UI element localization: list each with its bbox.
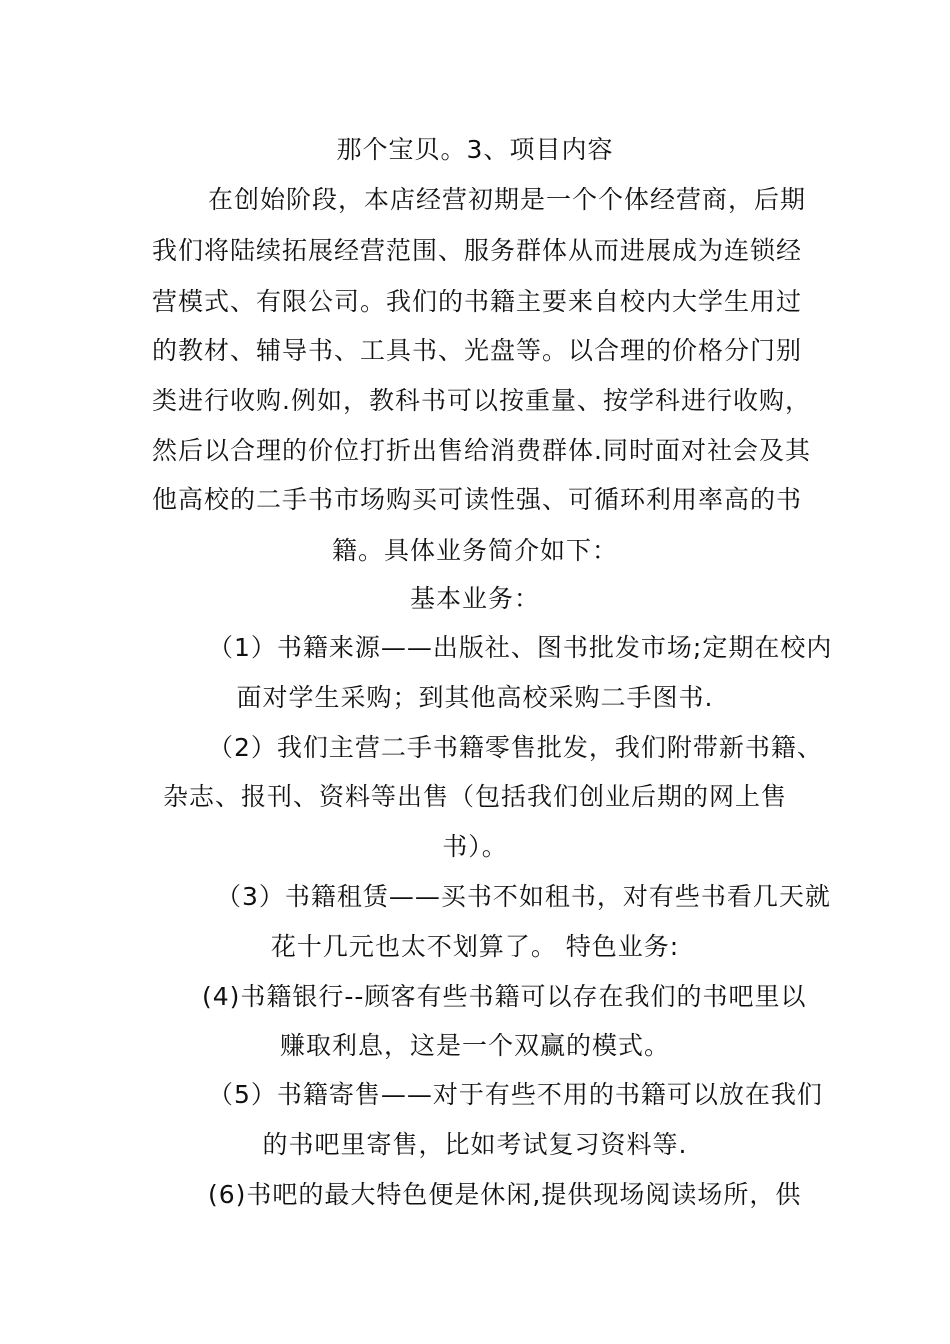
text-line: 他高校的二手书市场购买可读性强、可循环利用率高的书: [152, 485, 803, 514]
text-line: 我们将陆续拓展经营范围、服务群体从而进展成为连锁经: [152, 236, 803, 265]
text-line: 籍。具体业务简介如下：: [331, 536, 618, 565]
text-line: 在创始阶段，本店经营初期是一个个体经营商，后期: [208, 185, 807, 214]
text-line: （5）书籍寄售——对于有些不用的书籍可以放在我们: [208, 1080, 823, 1109]
text-line: （2）我们主营二手书籍零售批发，我们附带新书籍、: [208, 733, 823, 762]
text-line: 营模式、有限公司。我们的书籍主要来自校内大学生用过: [152, 287, 803, 316]
text-line: (4)书籍银行--顾客有些书籍可以存在我们的书吧里以: [202, 982, 807, 1011]
text-line: 的书吧里寄售，比如考试复习资料等.: [262, 1130, 688, 1159]
text-line: 那个宝贝。3、项目内容: [336, 135, 614, 164]
text-line: 花十几元也太不划算了。 特色业务:: [270, 932, 680, 961]
text-line: （1）书籍来源——出版社、图书批发市场;定期在校内: [208, 633, 833, 662]
text-line: 杂志、报刊、资料等出售（包括我们创业后期的网上售: [162, 782, 787, 811]
text-line: 类进行收购.例如，教科书可以按重量、按学科进行收购，: [152, 386, 811, 415]
text-line: (6)书吧的最大特色便是休闲,提供现场阅读场所，供: [208, 1180, 802, 1209]
text-line: 然后以合理的价位打折出售给消费群体.同时面对社会及其: [152, 436, 811, 465]
text-line: 赚取利息，这是一个双赢的模式。: [279, 1031, 670, 1060]
text-line: 面对学生采购；到其他高校采购二手图书.: [236, 683, 714, 712]
text-line: 基本业务：: [409, 584, 540, 613]
text-line: 书）。: [442, 832, 508, 861]
text-line: 的教材、辅导书、工具书、光盘等。以合理的价格分门别: [152, 336, 803, 365]
text-line: （3）书籍租赁——买书不如租书，对有些书看几天就: [216, 882, 831, 911]
